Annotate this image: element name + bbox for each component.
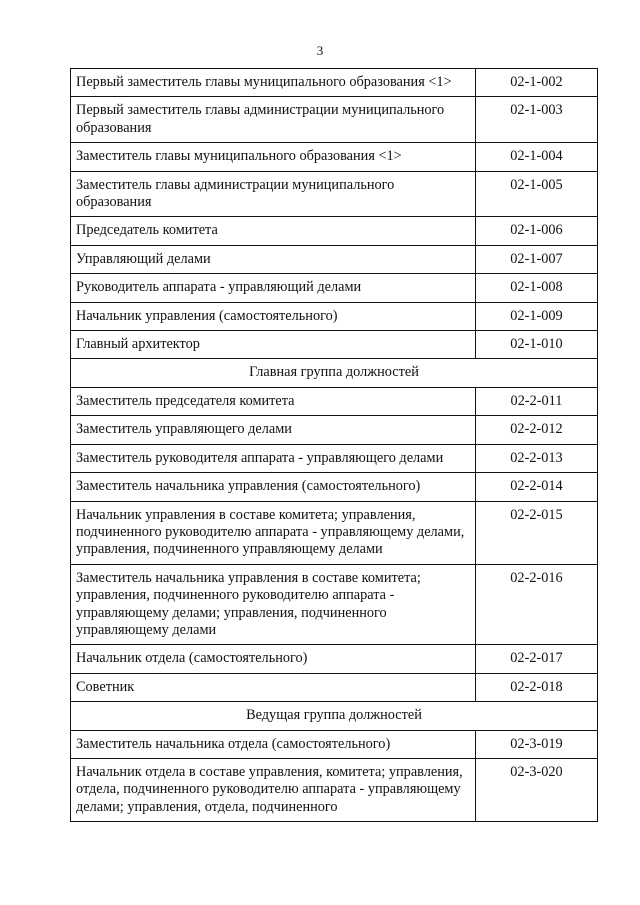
position-title: Начальник управления (самостоятельного) bbox=[71, 302, 476, 330]
group-title: Главная группа должностей bbox=[71, 359, 598, 387]
table-row bbox=[71, 143, 598, 171]
position-title: Заместитель главы муниципального образования <1> bbox=[71, 143, 476, 171]
position-title: Начальник управления в составе комитета; управления, подчиненного руководителю аппарата - управляющему делами, управления, подчиненного управляющему делами bbox=[71, 501, 476, 564]
position-title: Заместитель председателя комитета bbox=[71, 387, 476, 415]
table-row bbox=[71, 673, 598, 701]
table-row bbox=[71, 331, 598, 359]
table-row bbox=[71, 501, 598, 564]
table-row bbox=[71, 69, 598, 97]
table-row bbox=[71, 245, 598, 273]
position-code: 02-2-017 bbox=[476, 645, 598, 673]
position-title: Заместитель начальника управления (самостоятельного) bbox=[71, 473, 476, 501]
position-title: Руководитель аппарата - управляющий делами bbox=[71, 274, 476, 302]
table-row bbox=[71, 416, 598, 444]
table-row bbox=[71, 387, 598, 415]
position-title: Главный архитектор bbox=[71, 331, 476, 359]
position-code: 02-2-012 bbox=[476, 416, 598, 444]
position-title: Управляющий делами bbox=[71, 245, 476, 273]
position-title: Начальник отдела в составе управления, комитета; управления, отдела, подчиненного руководителю аппарата - управляющему делами; управления, отдела, подчиненного bbox=[71, 758, 476, 821]
position-title: Советник bbox=[71, 673, 476, 701]
position-code: 02-2-016 bbox=[476, 564, 598, 645]
table-row bbox=[71, 564, 598, 645]
positions-table-body bbox=[71, 69, 598, 822]
table-row bbox=[71, 274, 598, 302]
position-code: 02-1-004 bbox=[476, 143, 598, 171]
position-code: 02-2-018 bbox=[476, 673, 598, 701]
position-code: 02-1-005 bbox=[476, 171, 598, 217]
position-code: 02-2-015 bbox=[476, 501, 598, 564]
positions-table bbox=[70, 68, 598, 822]
position-title: Заместитель начальника управления в составе комитета; управления, подчиненного руководителю аппарата - управляющему делами; управления, подчиненного управляющему делами bbox=[71, 564, 476, 645]
position-code: 02-1-006 bbox=[476, 217, 598, 245]
table-row bbox=[71, 444, 598, 472]
position-code: 02-1-007 bbox=[476, 245, 598, 273]
position-title: Заместитель начальника отдела (самостоятельного) bbox=[71, 730, 476, 758]
position-code: 02-1-002 bbox=[476, 69, 598, 97]
position-code: 02-1-010 bbox=[476, 331, 598, 359]
table-row bbox=[71, 758, 598, 821]
table-row bbox=[71, 97, 598, 143]
table-row bbox=[71, 217, 598, 245]
table-row bbox=[71, 302, 598, 330]
position-code: 02-2-013 bbox=[476, 444, 598, 472]
position-code: 02-2-014 bbox=[476, 473, 598, 501]
position-title: Заместитель главы администрации муниципального образования bbox=[71, 171, 476, 217]
group-header-row bbox=[71, 702, 598, 730]
table-row bbox=[71, 171, 598, 217]
position-code: 02-1-008 bbox=[476, 274, 598, 302]
position-code: 02-3-019 bbox=[476, 730, 598, 758]
position-title: Председатель комитета bbox=[71, 217, 476, 245]
position-title: Первый заместитель главы администрации муниципального образования bbox=[71, 97, 476, 143]
table-row bbox=[71, 645, 598, 673]
position-title: Заместитель управляющего делами bbox=[71, 416, 476, 444]
table-row bbox=[71, 730, 598, 758]
group-header-row bbox=[71, 359, 598, 387]
position-title: Начальник отдела (самостоятельного) bbox=[71, 645, 476, 673]
table-row bbox=[71, 473, 598, 501]
group-title: Ведущая группа должностей bbox=[71, 702, 598, 730]
position-title: Первый заместитель главы муниципального образования <1> bbox=[71, 69, 476, 97]
position-code: 02-2-011 bbox=[476, 387, 598, 415]
page-number: 3 bbox=[316, 43, 324, 58]
position-code: 02-1-003 bbox=[476, 97, 598, 143]
position-title: Заместитель руководителя аппарата - управляющего делами bbox=[71, 444, 476, 472]
position-code: 02-3-020 bbox=[476, 758, 598, 821]
position-code: 02-1-009 bbox=[476, 302, 598, 330]
